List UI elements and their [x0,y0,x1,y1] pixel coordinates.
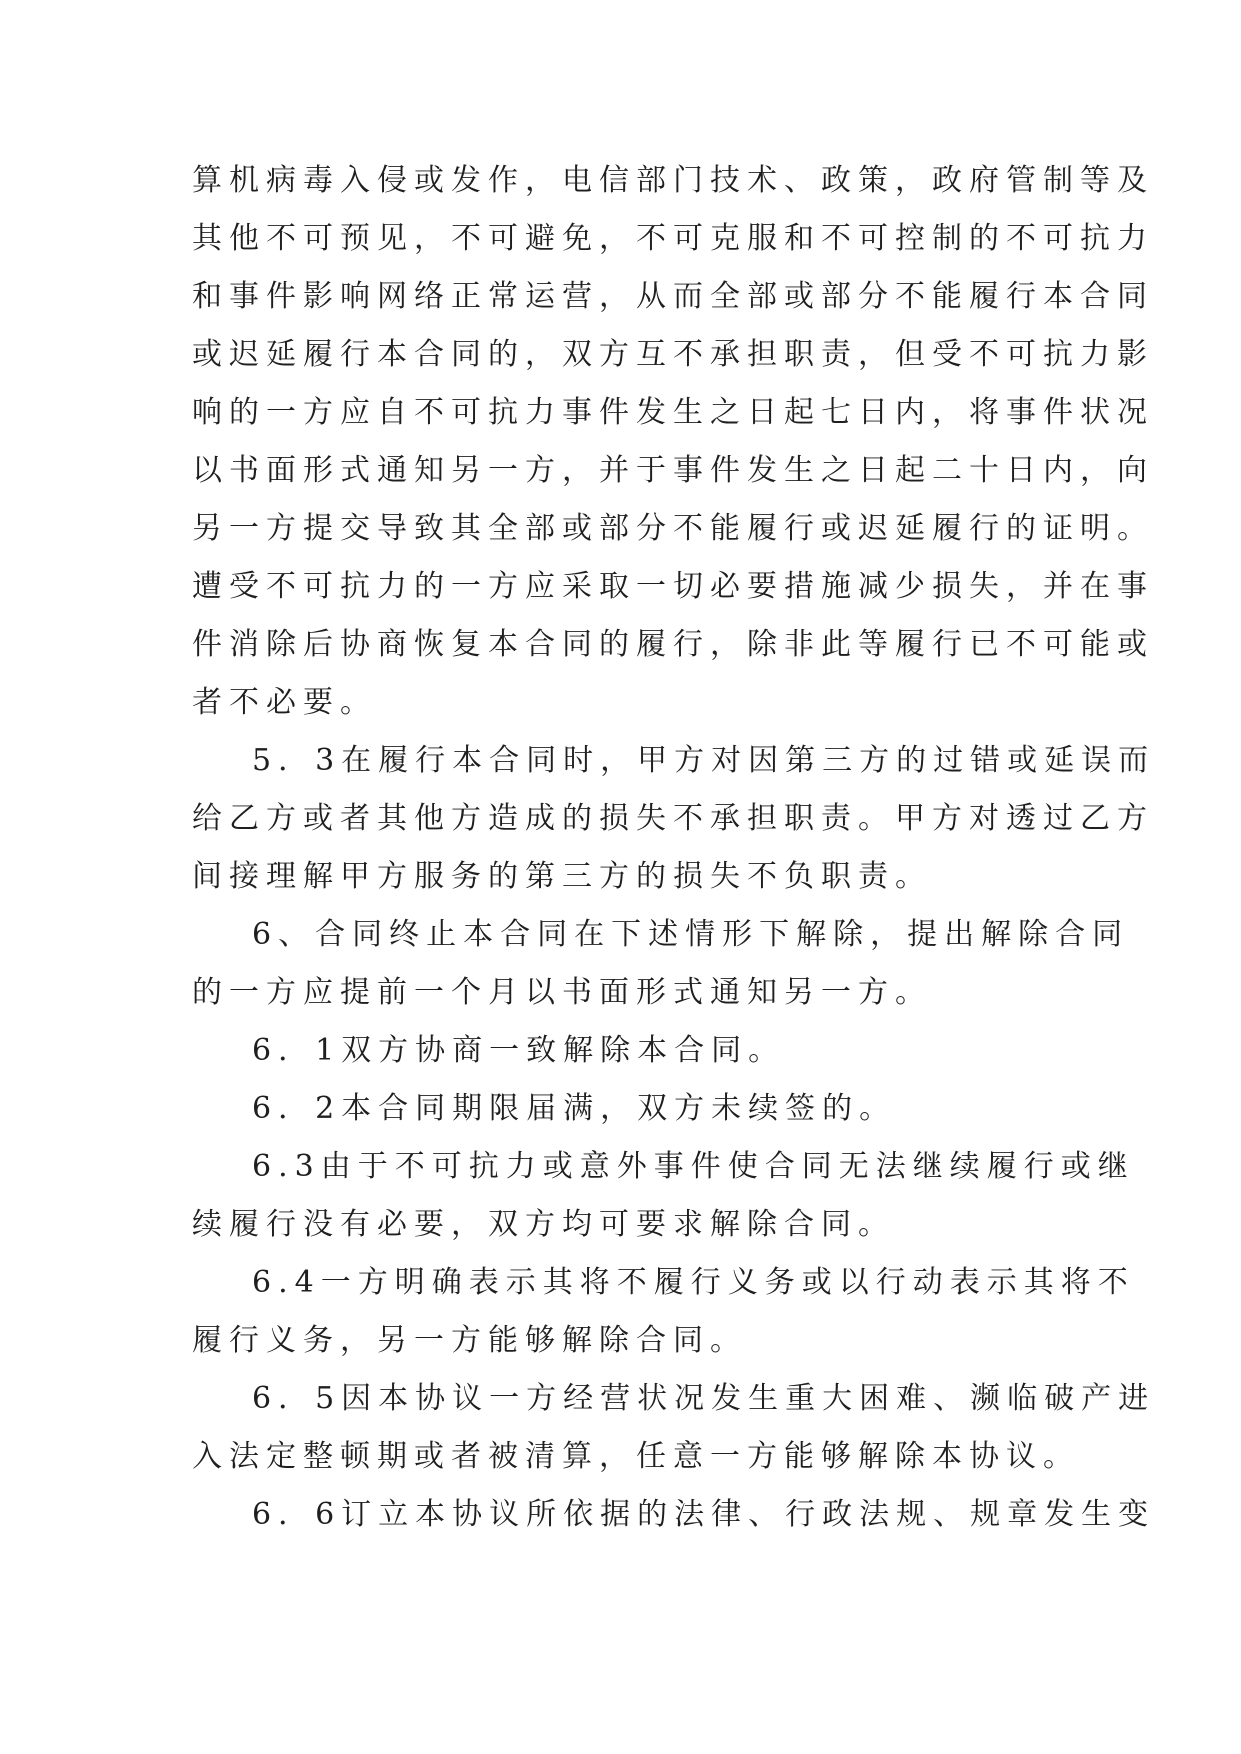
paragraph-6-1: 6．1双方协商一致解除本合同。 [252,1033,786,1068]
text-line: 算机病毒入侵或发作，电信部门技术、政策，政府管制等及 [192,163,1154,198]
text-line: 履行义务，另一方能够解除合同。 [192,1323,747,1358]
paragraph-6-4-start: 6.4一方明确表示其将不履行义务或以行动表示其将不 [252,1265,1135,1300]
text-line: 和事件影响网络正常运营，从而全部或部分不能履行本合同 [192,279,1154,314]
paragraph-6-2: 6．2本合同期限届满，双方未续签的。 [252,1091,897,1126]
paragraph-5-3-start: 5．3在履行本合同时，甲方对因第三方的过错或延误而 [252,743,1156,778]
text-line: 者不必要。 [192,685,377,720]
paragraph-6-3-start: 6.3由于不可抗力或意外事件使合同无法继续履行或继 [252,1149,1135,1184]
text-line: 续履行没有必要，双方均可要求解除合同。 [192,1207,895,1242]
paragraph-6-6-start: 6．6订立本协议所依据的法律、行政法规、规章发生变 [252,1497,1156,1532]
text-line: 其他不可预见，不可避免，不可克服和不可控制的不可抗力 [192,221,1154,256]
text-line: 遭受不可抗力的一方应采取一切必要措施减少损失，并在事 [192,569,1154,604]
text-line: 的一方应提前一个月以书面形式通知另一方。 [192,975,932,1010]
text-line: 以书面形式通知另一方，并于事件发生之日起二十日内，向 [192,453,1154,488]
text-line: 给乙方或者其他方造成的损失不承担职责。甲方对透过乙方 [192,801,1154,836]
text-line: 间接理解甲方服务的第三方的损失不负职责。 [192,859,932,894]
text-line: 或迟延履行本合同的，双方互不承担职责，但受不可抗力影 [192,337,1154,372]
text-line: 响的一方应自不可抗力事件发生之日起七日内，将事件状况 [192,395,1154,430]
text-line: 入法定整顿期或者被清算，任意一方能够解除本协议。 [192,1439,1080,1474]
text-line: 另一方提交导致其全部或部分不能履行或迟延履行的证明。 [192,511,1154,546]
text-line: 件消除后协商恢复本合同的履行，除非此等履行已不可能或 [192,627,1154,662]
paragraph-6-start: 6、合同终止本合同在下述情形下解除，提出解除合同 [252,917,1130,952]
paragraph-6-5-start: 6．5因本协议一方经营状况发生重大困难、濒临破产进 [252,1381,1156,1416]
